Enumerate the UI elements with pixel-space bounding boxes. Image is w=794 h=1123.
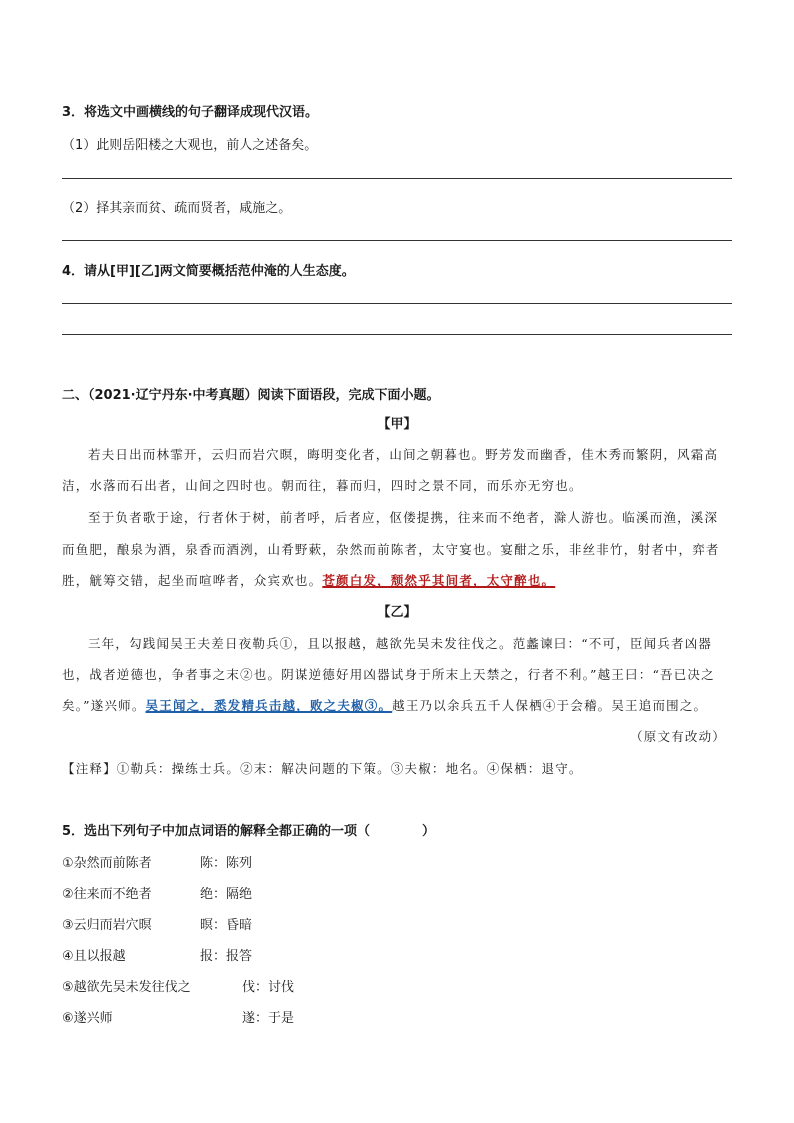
passage-yi-text: 矣。”遂兴师。	[62, 698, 146, 713]
answer-line	[62, 240, 732, 241]
passage-jia-text: 胜，觥筹交错，起坐而喧哗者，众宾欢也。	[62, 573, 323, 588]
option-gloss: 暝：昏暗	[200, 918, 253, 933]
option-gloss: 遂：于是	[242, 1011, 295, 1026]
option-gloss: 伐：讨伐	[242, 980, 295, 995]
option-sentence: ④且以报越	[62, 949, 126, 964]
question-3-title: 3．将选文中画横线的句子翻译成现代汉语。	[62, 105, 319, 120]
question-3-sentence-2: （2）择其亲而贫、疏而贤者，咸施之。	[62, 201, 292, 216]
passage-jia-line: 若夫日出而林霏开，云归而岩穴暝，晦明变化者，山间之朝暮也。野芳发而幽香，佳木秀而繁阴，风霜高	[88, 447, 719, 462]
passage-yi-text: 越王乃以余兵五千人保栖④于会稽。吴王追而围之。	[392, 698, 708, 713]
passage-jia-line: 而鱼肥，酿泉为酒，泉香而酒洌，山肴野蔌，杂然而前陈者，太守宴也。宴酣之乐，非丝非竹，射者中，弈者	[62, 542, 720, 557]
passage-yi-line	[62, 696, 707, 714]
passage-jia-heading: 【甲】	[377, 417, 417, 432]
question-5-title: 5．选出下列句子中加点词语的解释全都正确的一项（ ）	[62, 824, 436, 839]
answer-line	[62, 303, 732, 304]
answer-line	[62, 178, 732, 179]
passage-jia-line	[62, 571, 555, 589]
answer-line	[62, 334, 732, 335]
source-note: （原文有改动）	[630, 729, 726, 744]
underlined-sentence-red: 苍颜白发，颓然乎其间者，太守醉也。	[322, 573, 556, 588]
question-4-title: 4．请从[甲][乙]两文简要概括范仲淹的人生态度。	[62, 264, 355, 279]
passage-yi-line: 也，战者逆德也，争者事之末②也。阴谋逆德好用凶器试身于所末上天禁之，行者不利。”越王曰：“吾已决之	[62, 667, 715, 682]
option-sentence: ⑥遂兴师	[62, 1011, 113, 1026]
option-gloss: 陈：陈列	[200, 856, 253, 871]
passage-yi-heading: 【乙】	[377, 605, 417, 620]
underlined-sentence-blue: 吴王闻之，悉发精兵击越，败之夫椒③。	[145, 698, 393, 713]
option-sentence: ①杂然而前陈者	[62, 856, 152, 871]
annotation-note: 【注释】①勒兵：操练士兵。②末：解决问题的下策。③夫椒：地名。④保栖：退守。	[62, 761, 583, 776]
section-2-title: 二、（2021·辽宁丹东·中考真题）阅读下面语段，完成下面小题。	[62, 388, 440, 403]
option-sentence: ⑤越欲先吴未发往伐之	[62, 980, 191, 995]
passage-jia-line: 至于负者歌于途，行者休于树，前者呼，后者应，伛偻提携，往来而不绝者，滁人游也。临溪而渔，溪深	[88, 510, 719, 525]
option-sentence: ②往来而不绝者	[62, 887, 152, 902]
option-gloss: 报：报答	[200, 949, 253, 964]
passage-yi-line: 三年，勾践闻吴王夫差日夜勒兵①，且以报越，越欲先吴未发往伐之。范蠡谏曰：“不可，臣闻兵者凶器	[88, 636, 713, 651]
option-sentence: ③云归而岩穴暝	[62, 918, 152, 933]
passage-jia-line: 洁，水落而石出者，山间之四时也。朝而往，暮而归，四时之景不同，而乐亦无穷也。	[62, 478, 583, 493]
question-3-sentence-1: （1）此则岳阳楼之大观也，前人之述备矣。	[62, 138, 318, 153]
option-gloss: 绝：隔绝	[200, 887, 253, 902]
